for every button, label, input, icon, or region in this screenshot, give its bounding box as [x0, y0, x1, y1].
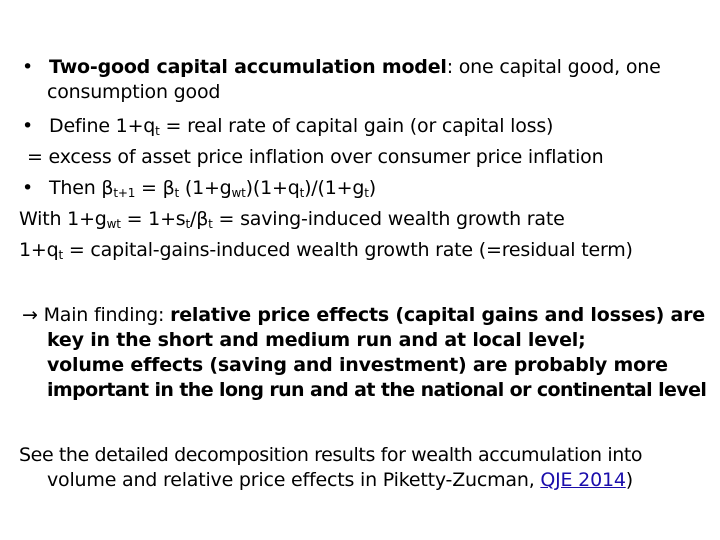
model-desc: : one capital good, one — [446, 56, 661, 78]
bullet-1 — [22, 55, 661, 79]
bullet-2: • Define $1+q_t$ = real rate of capital gain (or capital loss) — [22, 115, 554, 138]
bullet-1-cont: consumption good — [47, 81, 221, 103]
arrow-icon: → — [22, 304, 38, 326]
capital-gains-line: $1+q_t$ = capital-gains-induced wealth growth rate (=residual term) — [19, 239, 633, 262]
bullet-marker: • — [22, 56, 34, 78]
reference-line-2: volume and relative price effects in Piketty-Zucman, QJE 2014) — [47, 469, 633, 491]
bullet-marker: • — [22, 115, 34, 137]
saving-growth-line: With $1+g_{wt} = 1+s_t/\beta_t$ = saving-induced wealth growth rate — [19, 208, 565, 231]
bullet-2-cont: = excess of asset price inflation over consumer price inflation — [27, 146, 604, 168]
bullet-3: • Then $\beta_{t+1} = \beta_t$ $(1+g_{wt})(1+q_t)/(1+g_t)$ — [22, 177, 376, 200]
model-title: Two-good capital accumulation model — [49, 56, 447, 78]
main-finding-cont-2: volume effects (saving and investment) are probably more — [47, 354, 668, 376]
qje-2014-link[interactable]: QJE 2014 — [540, 469, 626, 491]
main-finding: → Main finding: relative price effects (capital gains and losses) are — [22, 304, 705, 326]
reference-line-1: See the detailed decomposition results for wealth accumulation into — [19, 444, 643, 466]
main-finding-cont-1: key in the short and medium run and at local level; — [47, 329, 586, 351]
main-finding-cont-3: important in the long run and at the national or continental level — [47, 379, 707, 401]
bullet-marker: • — [22, 177, 34, 199]
